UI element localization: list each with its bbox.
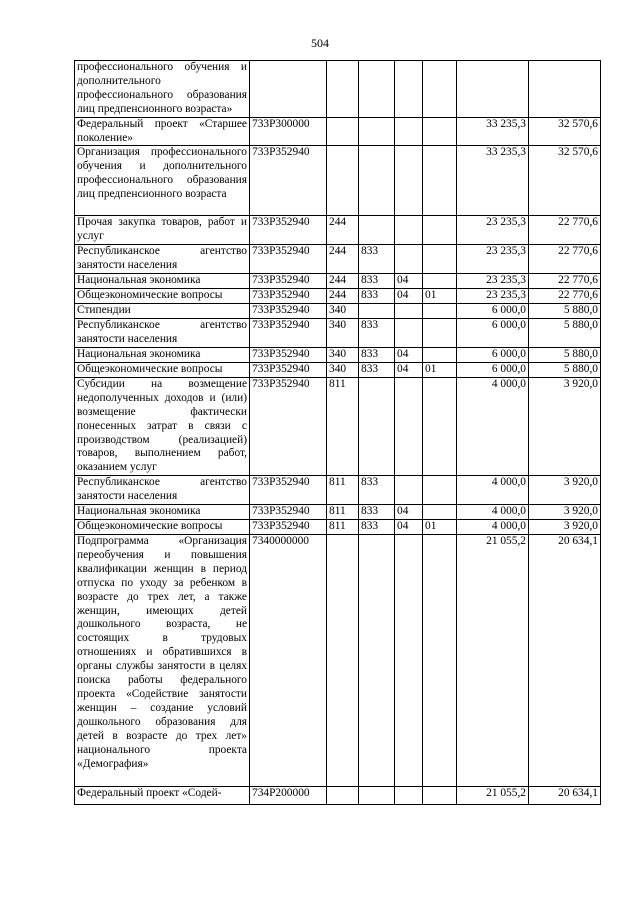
cell-target-code: 733P352940 (250, 274, 327, 289)
cell-expense-type: 244 (327, 289, 359, 304)
cell-target-code: 734P200000 (250, 787, 327, 805)
cell-subsection (423, 535, 457, 787)
cell-subsection: 01 (423, 289, 457, 304)
cell-amount-2: 3 920,0 (529, 520, 601, 535)
cell-target-code: 733P352940 (250, 476, 327, 505)
cell-expense-type: 811 (327, 505, 359, 520)
cell-target-code: 733P352940 (250, 520, 327, 535)
cell-administrator: 833 (359, 476, 395, 505)
cell-amount-1: 6 000,0 (457, 319, 529, 348)
cell-administrator (359, 146, 395, 216)
cell-expense-type: 244 (327, 245, 359, 274)
cell-expense-type: 340 (327, 304, 359, 319)
cell-expense-type: 244 (327, 216, 359, 245)
cell-section: 04 (395, 505, 423, 520)
cell-amount-2: 5 880,0 (529, 362, 601, 377)
cell-expense-type (327, 787, 359, 805)
cell-expense-type: 811 (327, 476, 359, 505)
table-row (75, 61, 601, 118)
cell-amount-2: 20 634,1 (529, 787, 601, 805)
cell-expense-type: 340 (327, 319, 359, 348)
cell-expense-type: 340 (327, 347, 359, 362)
cell-subsection (423, 476, 457, 505)
cell-subsection: 01 (423, 362, 457, 377)
cell-amount-1: 6 000,0 (457, 347, 529, 362)
cell-target-code: 733P352940 (250, 347, 327, 362)
cell-amount-1: 33 235,3 (457, 146, 529, 216)
cell-section: 04 (395, 274, 423, 289)
cell-subsection (423, 245, 457, 274)
cell-name: профессионального обучения и дополнительного профессионального образования лиц предпенсионного возраста» (75, 61, 250, 118)
cell-expense-type: 340 (327, 362, 359, 377)
cell-amount-2: 22 770,6 (529, 245, 601, 274)
cell-name: Республиканское агентство занятости населения (75, 476, 250, 505)
cell-expense-type (327, 61, 359, 118)
table-row (75, 520, 601, 535)
cell-section: 04 (395, 520, 423, 535)
cell-section: 04 (395, 347, 423, 362)
cell-amount-2: 5 880,0 (529, 347, 601, 362)
cell-section: 04 (395, 289, 423, 304)
cell-target-code: 733P352940 (250, 216, 327, 245)
cell-section (395, 61, 423, 118)
cell-administrator (359, 377, 395, 475)
cell-section (395, 245, 423, 274)
cell-name: Стипендии (75, 304, 250, 319)
cell-administrator: 833 (359, 347, 395, 362)
cell-subsection (423, 347, 457, 362)
cell-name: Общеэкономические вопросы (75, 362, 250, 377)
table-row (75, 535, 601, 787)
table-row (75, 347, 601, 362)
cell-target-code: 733P352940 (250, 245, 327, 274)
cell-subsection (423, 216, 457, 245)
cell-section (395, 319, 423, 348)
table-row (75, 289, 601, 304)
cell-administrator: 833 (359, 505, 395, 520)
table-row (75, 319, 601, 348)
cell-name: Федеральный проект «Содей- (75, 787, 250, 805)
cell-section (395, 377, 423, 475)
cell-target-code: 733P352940 (250, 319, 327, 348)
table-row (75, 787, 601, 805)
cell-amount-1: 6 000,0 (457, 362, 529, 377)
cell-subsection (423, 319, 457, 348)
cell-subsection (423, 377, 457, 475)
cell-administrator: 833 (359, 274, 395, 289)
cell-name: Организация профессионального обучения и дополнительного профессионального образования лиц предпенсионного возраста (75, 146, 250, 216)
cell-target-code: 733P352940 (250, 146, 327, 216)
cell-amount-2: 5 880,0 (529, 319, 601, 348)
cell-administrator (359, 117, 395, 146)
cell-name: Подпрограмма «Организация переобучения и повышения квалификации женщин в период отпуска по уходу за ребенком в возрасте до трех лет, а также женщин, имеющих детей дошкольного возраста, не состоящих в трудовых отношениях и обратившихся в органы службы занятости в целях поиска работы федерального проекта «Содействие занятости женщин – создание условий дошкольного образования для детей в возрасте до трех лет» национального проекта «Демография» (75, 535, 250, 787)
cell-administrator: 833 (359, 319, 395, 348)
cell-administrator (359, 216, 395, 245)
cell-amount-2: 22 770,6 (529, 274, 601, 289)
cell-administrator: 833 (359, 245, 395, 274)
cell-section (395, 787, 423, 805)
cell-amount-2: 22 770,6 (529, 216, 601, 245)
cell-expense-type (327, 117, 359, 146)
cell-administrator (359, 304, 395, 319)
cell-target-code: 733P300000 (250, 117, 327, 146)
cell-amount-1: 23 235,3 (457, 216, 529, 245)
cell-section (395, 476, 423, 505)
cell-amount-1: 23 235,3 (457, 274, 529, 289)
cell-administrator: 833 (359, 289, 395, 304)
cell-name: Республиканское агентство занятости населения (75, 319, 250, 348)
cell-name: Национальная экономика (75, 347, 250, 362)
cell-amount-1: 23 235,3 (457, 289, 529, 304)
table-row (75, 245, 601, 274)
cell-target-code: 7340000000 (250, 535, 327, 787)
table-row (75, 377, 601, 475)
cell-amount-1: 6 000,0 (457, 304, 529, 319)
cell-subsection (423, 61, 457, 118)
cell-target-code: 733P352940 (250, 377, 327, 475)
table-row (75, 476, 601, 505)
cell-amount-1: 33 235,3 (457, 117, 529, 146)
cell-amount-2: 5 880,0 (529, 304, 601, 319)
cell-amount-2: 32 570,6 (529, 117, 601, 146)
cell-target-code: 733P352940 (250, 289, 327, 304)
cell-amount-2: 3 920,0 (529, 377, 601, 475)
table-row (75, 117, 601, 146)
budget-table (74, 60, 601, 805)
page-number: 504 (311, 36, 329, 50)
table-row (75, 146, 601, 216)
table-row (75, 216, 601, 245)
cell-subsection (423, 304, 457, 319)
table-row (75, 505, 601, 520)
cell-amount-1: 4 000,0 (457, 476, 529, 505)
cell-section (395, 304, 423, 319)
cell-administrator (359, 535, 395, 787)
cell-name: Национальная экономика (75, 274, 250, 289)
cell-amount-1: 21 055,2 (457, 535, 529, 787)
cell-target-code (250, 61, 327, 118)
cell-amount-2 (529, 61, 601, 118)
cell-subsection (423, 117, 457, 146)
cell-administrator (359, 787, 395, 805)
cell-section (395, 535, 423, 787)
cell-amount-1: 23 235,3 (457, 245, 529, 274)
cell-name: Прочая закупка товаров, работ и услуг (75, 216, 250, 245)
table-row (75, 274, 601, 289)
cell-name: Национальная экономика (75, 505, 250, 520)
cell-amount-2: 32 570,6 (529, 146, 601, 216)
cell-name: Общеэкономические вопросы (75, 289, 250, 304)
cell-amount-2: 3 920,0 (529, 505, 601, 520)
table-row (75, 304, 601, 319)
cell-name: Республиканское агентство занятости населения (75, 245, 250, 274)
cell-name: Федеральный проект «Старшее поколение» (75, 117, 250, 146)
cell-expense-type (327, 146, 359, 216)
cell-amount-1: 4 000,0 (457, 520, 529, 535)
cell-expense-type: 811 (327, 377, 359, 475)
cell-name: Общеэкономические вопросы (75, 520, 250, 535)
cell-amount-1: 4 000,0 (457, 505, 529, 520)
cell-name: Субсидии на возмещение недополученных доходов и (или) возмещение фактически понесенных затрат в связи с производством (реализацией) товаров, выполнением работ, оказанием услуг (75, 377, 250, 475)
cell-expense-type: 811 (327, 520, 359, 535)
cell-expense-type: 244 (327, 274, 359, 289)
cell-section: 04 (395, 362, 423, 377)
cell-target-code: 733P352940 (250, 505, 327, 520)
cell-subsection (423, 787, 457, 805)
cell-subsection (423, 274, 457, 289)
cell-amount-2: 20 634,1 (529, 535, 601, 787)
cell-administrator: 833 (359, 520, 395, 535)
cell-expense-type (327, 535, 359, 787)
cell-amount-2: 3 920,0 (529, 476, 601, 505)
table-row (75, 362, 601, 377)
cell-subsection (423, 505, 457, 520)
cell-target-code: 733P352940 (250, 304, 327, 319)
cell-section (395, 216, 423, 245)
cell-subsection (423, 146, 457, 216)
cell-target-code: 733P352940 (250, 362, 327, 377)
cell-section (395, 117, 423, 146)
cell-administrator (359, 61, 395, 118)
cell-administrator: 833 (359, 362, 395, 377)
cell-subsection: 01 (423, 520, 457, 535)
cell-amount-2: 22 770,6 (529, 289, 601, 304)
cell-amount-1: 4 000,0 (457, 377, 529, 475)
cell-amount-1: 21 055,2 (457, 787, 529, 805)
cell-section (395, 146, 423, 216)
cell-amount-1 (457, 61, 529, 118)
